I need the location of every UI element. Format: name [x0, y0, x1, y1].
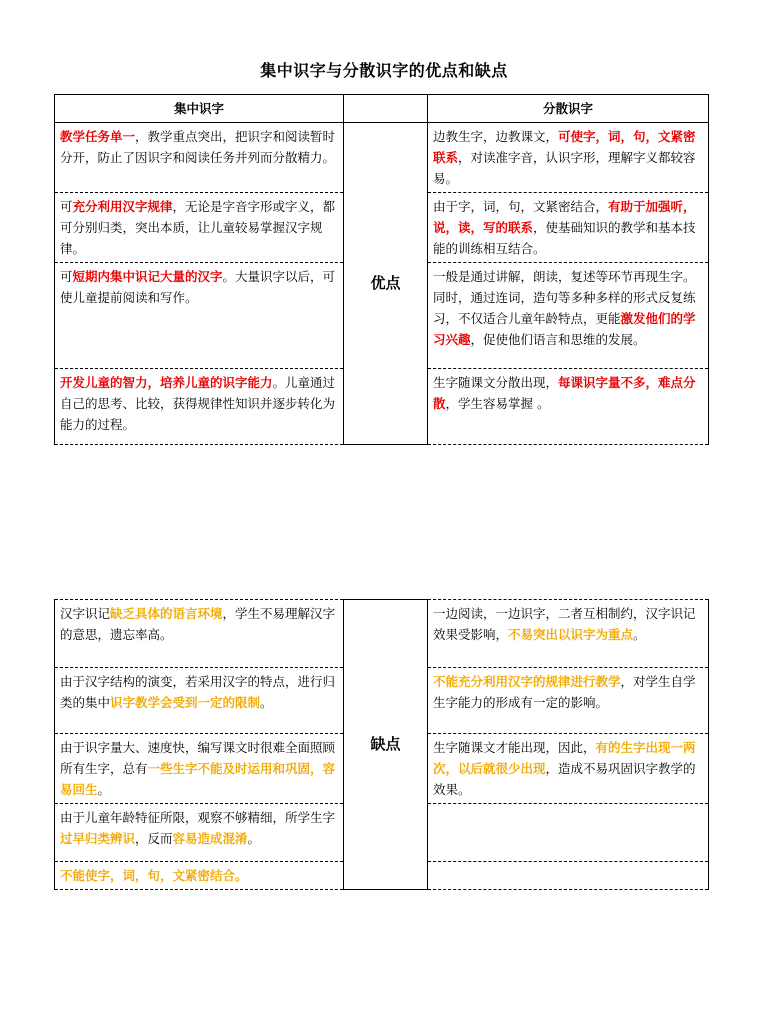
cell-text: 由于字，词，句，文紧密结合，: [433, 199, 609, 214]
cell-text: ，造成不易巩固识字教学的效果。: [433, 761, 696, 797]
cell-text: 由于儿童年龄特征所限，观察不够精细，所学生字: [60, 810, 336, 825]
highlight-red-text: 有助于加强听，说，读，写的联系: [433, 199, 696, 235]
table-row: [55, 600, 709, 668]
highlight-red-text: 教学任务单一: [60, 129, 136, 144]
dis-left-cell: [55, 668, 344, 734]
cell-text: ，无论是字音字形或字义，都可分别归类，突出本质，让儿童较易掌握汉字规律。: [60, 199, 336, 256]
cell-text: ，学生容易掌握 。: [445, 396, 550, 411]
dis-right-cell: [428, 600, 709, 668]
highlight-red-text: 短期内集中识记大量的汉字: [72, 269, 223, 284]
adv-right-cell: [428, 193, 709, 263]
cell-text: 。: [633, 627, 646, 642]
cell-text: ，对读准字音，认识字形，理解字义都较容易。: [433, 150, 696, 186]
table-row: [55, 123, 709, 193]
advantages-table: [54, 94, 709, 445]
highlight-red-text: 开发儿童的智力，培养儿童的识字能力: [60, 375, 273, 390]
cell-text: 。大量识字以后，可使儿童提前阅读和写作。: [60, 269, 336, 305]
highlight-orange-text: 过早归类辨识: [60, 831, 136, 846]
cell-text: ，使基础知识的教学和基本技能的训练相互结合。: [433, 220, 696, 256]
cell-text: ，对学生自学生字能力的形成有一定的影响。: [433, 674, 696, 710]
cell-text: 汉字识记: [60, 606, 111, 621]
adv-right-cell: [428, 123, 709, 193]
cell-text: ，促使他们语言和思维的发展。: [470, 332, 646, 347]
dis-right-cell: [428, 862, 709, 890]
cell-text: 由于识字量大、速度快，编写课文时很难全面照顾所有生字，总有: [60, 740, 336, 776]
header-middle: [344, 95, 428, 123]
highlight-red-text: 可使字，词，句，文紧密联系: [433, 129, 696, 165]
dis-left-cell: [55, 734, 344, 804]
highlight-orange-text: 识字教学会受到一定的限制: [110, 695, 261, 710]
dis-right-cell: [428, 668, 709, 734]
header-right: 分散识字: [428, 95, 709, 123]
cell-text: ，教学重点突出，把识字和阅读暂时分开，防止了因识字和阅读任务并列而分散精力。: [60, 129, 336, 165]
header-left: 集中识字: [55, 95, 344, 123]
dis-left-cell: [55, 862, 344, 890]
highlight-red-text: 激发他们的学习兴趣: [433, 311, 696, 347]
header-row: [55, 95, 709, 123]
adv-left-cell: [55, 369, 344, 445]
cell-text: 生字随课文才能出现，因此，: [433, 740, 596, 755]
cell-text: 边教生字，边教课文，: [433, 129, 559, 144]
cell-text: 。: [260, 695, 273, 710]
cell-text: 生字随课文分散出现，: [433, 375, 559, 390]
disadvantages-table: [54, 599, 709, 890]
highlight-red-text: 每课识字量不多，难点分散: [433, 375, 696, 411]
cell-text: 。儿童通过自己的思考、比较，获得规律性知识并逐步转化为能力的过程。: [60, 375, 336, 432]
adv-left-cell: [55, 123, 344, 193]
cell-text: 可: [60, 199, 73, 214]
dis-left-cell: [55, 804, 344, 862]
highlight-orange-text: 不能充分利用汉字的规律进行教学: [433, 674, 621, 689]
cell-text: 可: [60, 269, 73, 284]
cell-text: 。: [97, 782, 111, 797]
highlight-orange-text: 缺乏具体的语言环境: [110, 606, 223, 621]
highlight-orange-text: 一些生字不能及时运用和巩固，容易回生: [60, 761, 336, 797]
highlight-orange-text: 不能使字，词，句，文紧密结合。: [60, 868, 248, 883]
highlight-red-text: 充分利用汉字规律: [72, 199, 173, 214]
page-title: 集中识字与分散识字的优点和缺点: [260, 61, 508, 80]
cell-text: 由于汉字结构的演变，若采用汉字的特点，进行归类的集中: [60, 674, 336, 710]
cell-text: 一般是通过讲解，朗读，复述等环节再现生字。同时，通过连词，造句等多种多样的形式反复练习，不仅适合儿童年龄特点，更能: [433, 269, 696, 326]
adv-left-cell: [55, 193, 344, 263]
adv-right-cell: [428, 263, 709, 369]
disadvantages-label: 缺点: [344, 600, 428, 890]
cell-text: ，学生不易理解汉字的意思，遗忘率高。: [60, 606, 336, 642]
cell-text: 一边阅读，一边识字，二者互相制约，汉字识记效果受影响，: [433, 606, 696, 642]
dis-left-cell: [55, 600, 344, 668]
dis-right-cell: [428, 804, 709, 862]
highlight-orange-text: 有的生字出现一两次，以后就很少出现: [433, 740, 696, 776]
cell-text: ，反而: [135, 831, 173, 846]
cell-text: 。: [247, 831, 261, 846]
advantages-label: 优点: [344, 123, 428, 445]
highlight-orange-text: 容易造成混淆: [172, 831, 248, 846]
adv-right-cell: [428, 369, 709, 445]
highlight-orange-text: 不易突出以识字为重点: [508, 627, 634, 642]
adv-left-cell: [55, 263, 344, 369]
dis-right-cell: [428, 734, 709, 804]
